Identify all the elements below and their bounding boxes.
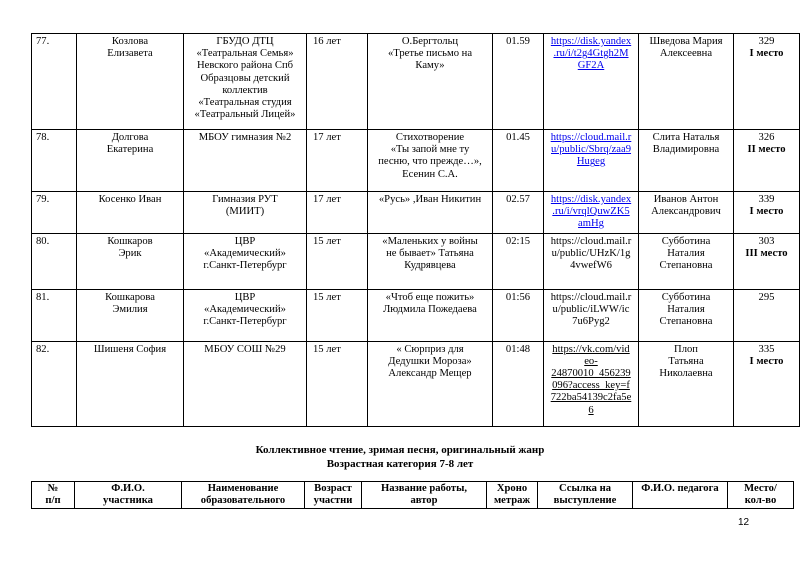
duration-text: 01:48: [505, 343, 531, 355]
participant-name-text: Кошкаров Эрик: [107, 235, 153, 259]
next-table-header: [31, 481, 794, 509]
duration: [493, 192, 544, 234]
performance-link[interactable]: [544, 289, 639, 341]
place-badge: I место: [749, 355, 784, 367]
place-badge: III место: [745, 247, 788, 259]
header-score: Место/ кол-во: [728, 482, 794, 509]
row-number: [32, 341, 77, 426]
participant-name-text: Кошкарова Эмилия: [105, 291, 155, 315]
organization: [184, 341, 307, 426]
participant-name: [77, 341, 184, 426]
participant-name-text: Козлова Елизавета: [107, 36, 153, 60]
table-row: [32, 34, 800, 130]
duration: [493, 34, 544, 130]
duration: [493, 289, 544, 341]
page-number: 12: [738, 517, 750, 528]
score-place: [734, 130, 800, 192]
performance-url[interactable]: https://cloud.mail.r u/public/iLWW/ic 7u6Pyg2: [550, 291, 632, 328]
participant-age-text: 15 лет: [313, 291, 341, 303]
table-row: [32, 192, 800, 234]
performance-url[interactable]: https://disk.yandex .ru/i/vrqlQuwZK5 amHg: [550, 194, 632, 230]
teacher-name: [639, 34, 734, 130]
header-org: Наименование образовательного: [182, 482, 305, 509]
row-number: [32, 130, 77, 192]
participant-name: [77, 192, 184, 234]
performance-url[interactable]: https://cloud.mail.r u/public/Sbrq/zaa9 Hugeg: [550, 132, 632, 168]
table-row: [32, 341, 800, 426]
header-link: Ссылка на выступление: [538, 482, 633, 509]
header-row: [32, 482, 794, 509]
participant-name: [77, 34, 184, 130]
table-row: [32, 130, 800, 192]
organization-text: ГБУДО ДТЦ «Театральная Семья» Невского района Спб Образцовы детский коллектив «Театральная студия «Театральный Лицей»: [194, 36, 296, 121]
teacher-name-text: Плоп Татьяна Николаевна: [659, 343, 713, 380]
duration: [493, 233, 544, 289]
header-num: № п/п: [32, 482, 75, 509]
score-value: 339: [758, 194, 775, 205]
participant-age: [307, 130, 368, 192]
score-value: 335: [758, 343, 775, 355]
teacher-name-text: Субботина Наталия Степановна: [659, 235, 713, 272]
section-subtitle: Возрастная категория 7-8 лет: [326, 458, 474, 470]
score-place: [734, 192, 800, 234]
header-teacher: Ф.И.О. педагога: [633, 482, 728, 509]
place-badge: I место: [749, 48, 784, 60]
score-place: [734, 341, 800, 426]
work-title-text: О.Бергтольц «Третье письмо на Каму»: [387, 36, 473, 72]
teacher-name: [639, 341, 734, 426]
row-number-text: 82.: [36, 343, 50, 355]
work-title: [368, 341, 493, 426]
row-number-text: 80.: [36, 235, 50, 247]
work-title-text: « Сюрприз для Дедушки Мороза» Александр Мещер: [388, 343, 472, 380]
work-title-text: Стихотворение «Ты запой мне ту песню, что прежде…», Есенин С.А.: [378, 132, 482, 180]
participant-age-text: 15 лет: [313, 235, 341, 247]
score-value: 303: [758, 235, 775, 247]
place-badge: I место: [749, 206, 784, 218]
organization-text: ЦВР «Академический» г.Санкт-Петербург: [203, 235, 287, 272]
organization-text: МБОУ СОШ №29: [204, 343, 286, 355]
row-number-text: 79.: [36, 194, 50, 205]
teacher-name-text: Иванов Антон Александрович: [651, 194, 721, 218]
teacher-name-text: Шведова Мария Алексеевна: [649, 36, 723, 60]
organization: [184, 289, 307, 341]
duration: [493, 341, 544, 426]
participant-name-text: Косенко Иван: [98, 194, 162, 205]
score-value: 329: [758, 36, 775, 47]
participant-age-text: 15 лет: [313, 343, 341, 355]
table-row: [32, 233, 800, 289]
participant-name: [77, 233, 184, 289]
row-number-text: 78.: [36, 132, 50, 143]
work-title: [368, 289, 493, 341]
score-place: [734, 233, 800, 289]
participant-age: [307, 341, 368, 426]
teacher-name-text: Слита Наталья Владимировна: [652, 132, 720, 156]
organization-text: МБОУ гимназия №2: [198, 132, 292, 143]
place-badge: II место: [747, 144, 786, 156]
participant-name: [77, 289, 184, 341]
row-number-text: 81.: [36, 291, 50, 303]
performance-url[interactable]: https://cloud.mail.r u/public/UHzK/1g 4vwefW6: [550, 235, 632, 272]
teacher-name: [639, 130, 734, 192]
row-number-text: 77.: [36, 36, 50, 47]
header-age: Возраст участни: [305, 482, 362, 509]
section-heading: [0, 443, 800, 471]
row-number: [32, 233, 77, 289]
results-table: [31, 33, 800, 427]
work-title: [368, 233, 493, 289]
participant-name-text: Долгова Екатерина: [106, 132, 154, 156]
participant-age: [307, 34, 368, 130]
organization: [184, 233, 307, 289]
duration-text: 01:56: [505, 291, 531, 303]
score-place: [734, 34, 800, 130]
performance-link[interactable]: [544, 34, 639, 130]
participant-age-text: 17 лет: [313, 132, 341, 143]
score-value: 326: [758, 132, 775, 143]
participant-age-text: 17 лет: [313, 194, 341, 205]
teacher-name-text: Субботина Наталия Степановна: [659, 291, 713, 328]
duration-text: 01.45: [506, 132, 530, 143]
work-title-text: «Русь» ,Иван Никитин: [378, 194, 482, 205]
performance-link[interactable]: [544, 192, 639, 234]
work-title: [368, 130, 493, 192]
work-title-text: «Чтоб еще пожить» Людмила Пожедаева: [383, 291, 477, 315]
work-title-text: «Маленьких у войны не бывает» Татьяна Кудрявцева: [382, 235, 478, 272]
table-row: [32, 289, 800, 341]
row-number: [32, 192, 77, 234]
score-place: [734, 289, 800, 341]
duration-text: 02.57: [506, 194, 530, 205]
row-number: [32, 289, 77, 341]
performance-link[interactable]: [544, 130, 639, 192]
performance-url[interactable]: https://vk.com/vid eo- 24870010_456239 096?access_key=f 722ba54139c2fa5e 6: [550, 343, 632, 416]
teacher-name: [639, 233, 734, 289]
organization-text: Гимназия РУТ (МИИТ): [212, 194, 278, 218]
organization: [184, 130, 307, 192]
participant-age-text: 16 лет: [313, 36, 341, 47]
teacher-name: [639, 192, 734, 234]
participant-age: [307, 289, 368, 341]
duration-text: 02:15: [505, 235, 531, 247]
organization: [184, 34, 307, 130]
participant-name: [77, 130, 184, 192]
duration-text: 01.59: [506, 36, 530, 47]
participant-age: [307, 192, 368, 234]
participant-age: [307, 233, 368, 289]
teacher-name: [639, 289, 734, 341]
section-title: Коллективное чтение, зримая песня, оригинальный жанр: [255, 444, 545, 456]
participant-name-text: Шишеня София: [93, 343, 167, 355]
header-name: Ф.И.О. участника: [75, 482, 182, 509]
header-time: Хроно метраж: [487, 482, 538, 509]
organization: [184, 192, 307, 234]
header-work: Название работы, автор: [362, 482, 487, 509]
organization-text: ЦВР «Академический» г.Санкт-Петербург: [203, 291, 287, 328]
score-value: 295: [758, 291, 775, 303]
work-title: [368, 34, 493, 130]
duration: [493, 130, 544, 192]
work-title: [368, 192, 493, 234]
row-number: [32, 34, 77, 130]
performance-url[interactable]: https://disk.yandex .ru/i/t2g4Gtgh2M GF2A: [550, 36, 632, 72]
performance-link[interactable]: [544, 341, 639, 426]
performance-link[interactable]: [544, 233, 639, 289]
